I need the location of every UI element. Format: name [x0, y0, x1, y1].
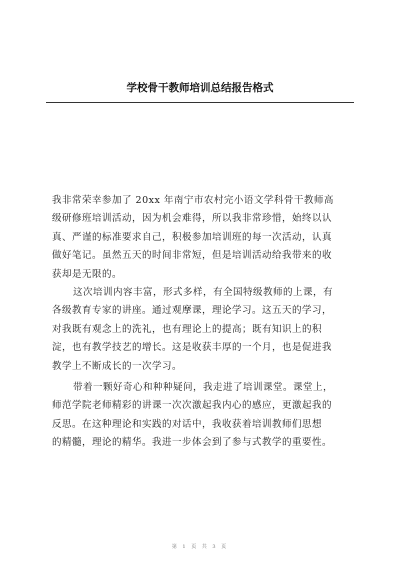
paragraph-1-line-3: 真、严谨的标准要求自己，积极参加培训班的每一次活动，认真	[52, 231, 333, 243]
page-number-footer: 第 1 页 共 3 页	[171, 544, 229, 550]
document-title: 学校骨干教师培训总结报告格式	[126, 82, 274, 94]
paragraph-2-line-4: 淀，也有教学技艺的增长。这是收获丰厚的一个月，也是促进我	[52, 342, 333, 354]
paragraph-1-line-1: 我非常荣幸参加了 20xx 年南宁市农村完小语文学科骨干教师高	[52, 195, 334, 206]
paragraph-1-line-2: 级研修班培训活动，因为机会难得，所以我非常珍惜，始终以认	[52, 213, 333, 225]
paragraph-3-line-2: 师范学院老师精彩的讲课一次次激起我内心的感应，更激起我的	[52, 400, 333, 412]
paragraph-3-line-1: 带着一颗好奇心和种种疑问，我走进了培训课堂。课堂上，	[73, 382, 334, 394]
paragraph-3-line-3: 反思。在这种理论和实践的对话中，我收获着培训教师们思想	[52, 418, 323, 430]
paragraph-3-line-4: 的精髓，理论的精华。我进一步体会到了参与式教学的重要性。	[52, 437, 333, 449]
paragraph-2	[52, 284, 352, 376]
paragraph-2-line-1: 这次培训内容丰富，形式多样，有全国特级教师的上课，有	[73, 287, 334, 299]
paragraph-2-line-3: 对我既有观念上的洗礼，也有理论上的提高；既有知识上的积	[52, 323, 323, 335]
paragraph-1	[52, 192, 352, 284]
paragraph-1-line-5: 获却是无限的。	[52, 268, 123, 280]
title-divider	[46, 102, 354, 103]
paragraph-2-line-2: 各级教育专家的讲座。通过观摩课，理论学习。这五天的学习，	[52, 305, 333, 317]
paragraph-2-line-5: 教学上不断成长的一次学习。	[52, 360, 183, 372]
paragraph-1-line-4: 做好笔记。虽然五天的时间非常短，但是培训活动给我带来的收	[52, 250, 333, 262]
document-body	[52, 192, 352, 453]
paragraph-3	[52, 379, 352, 453]
